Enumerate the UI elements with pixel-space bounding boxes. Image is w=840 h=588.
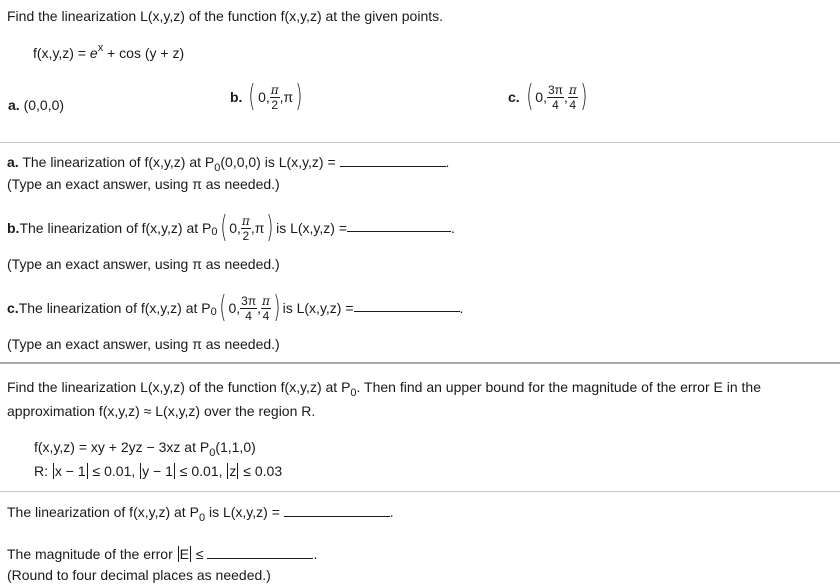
- pi-over-2-fraction: [270, 84, 280, 111]
- region-z-bound: ≤ 0.03: [239, 463, 283, 479]
- frac-den: 4: [552, 97, 559, 112]
- frac-den: 2: [242, 228, 250, 243]
- linearization-text-after: is L(x,y,z) =: [205, 504, 284, 520]
- pi-over-4-fraction: [261, 295, 271, 322]
- frac-num: π: [262, 293, 270, 308]
- left-paren: (: [219, 210, 227, 245]
- linearization-answer-input[interactable]: [284, 502, 390, 517]
- pi-over-2-fraction: [241, 215, 251, 242]
- problem2-function: [34, 439, 256, 459]
- part-b-lead: 0,: [229, 220, 241, 236]
- frac-den: 4: [262, 308, 270, 323]
- subscript: 0: [350, 387, 357, 399]
- part-b-text-after: is L(x,y,z) =: [276, 220, 348, 236]
- frac-num: 3π: [547, 82, 563, 97]
- region-y-bound: ≤ 0.01,: [175, 463, 227, 479]
- right-paren: ): [273, 290, 281, 325]
- part-b-question: b.The linearization of f(x,y,z) at P0( 0, $\frac{\pi}{2}$ ,π)is L(x,y,z) = .: [7, 210, 455, 245]
- right-paren: ): [580, 79, 588, 114]
- error-text: The magnitude of the error: [7, 546, 177, 562]
- point-b-label: b.: [230, 89, 243, 105]
- region-z: z: [229, 463, 237, 479]
- frac-den: 4: [245, 308, 252, 323]
- intro-text-after: . Then find an upper bound for the magnitude of the error E in the: [356, 379, 761, 395]
- part-a-text-after: (0,0,0) is L(x,y,z) =: [220, 154, 340, 170]
- point-c: c. ( 0, $\frac{3\pi}{4}$ , $\frac{\pi}{4}$ ): [508, 79, 588, 114]
- point-b: [230, 79, 305, 114]
- point-b-tail: ,π: [279, 89, 294, 105]
- part-a-label: a.: [7, 154, 19, 170]
- region-y: y − 1: [142, 463, 173, 479]
- frac-num: π: [270, 82, 279, 97]
- problem2-error-hint: (Round to four decimal places as needed.): [7, 567, 271, 583]
- 3pi-over-4-fraction: [547, 84, 564, 111]
- function-rest: + cos (y + z): [103, 45, 185, 61]
- frac-den: 4: [569, 97, 577, 112]
- point-a-label: a.: [8, 97, 20, 113]
- section-divider: [0, 491, 840, 492]
- function-text: f(x,y,z) = xy + 2yz − 3xz at P: [34, 439, 210, 455]
- part-a-question: a. The linearization of f(x,y,z) at $P_0(0,0,0)$ is L(x,y,z) = .: [7, 154, 450, 174]
- error-text-after: ≤: [192, 546, 208, 562]
- frac-num: 3π: [241, 293, 257, 308]
- point-c-label: c.: [508, 89, 520, 105]
- frac-num: π: [241, 213, 250, 228]
- part-c-question: c.The linearization of f(x,y,z) at P0( 0, $\frac{3\pi}{4}$ , $\frac{\pi}{4}$ )is L(x,y,z) = .: [7, 290, 464, 325]
- part-a-answer-input[interactable]: [340, 152, 446, 167]
- problem1-instructions: Find the linearization L(x,y,z) of the function f(x,y,z) at the given points.: [7, 8, 444, 24]
- problem2-instructions-line1: [7, 379, 761, 399]
- point-c-lead: 0,: [535, 89, 547, 105]
- function-lhs: f(x,y,z) =: [33, 45, 90, 61]
- problem2-error-question: The magnitude of the error E ≤ .: [7, 546, 318, 562]
- function-point: (1,1,0): [215, 439, 256, 455]
- point-a: [8, 97, 64, 113]
- point-b-lead: 0,: [258, 89, 270, 105]
- part-c-text: The linearization of f(x,y,z) at P: [18, 300, 211, 316]
- region-x: x − 1: [54, 463, 86, 479]
- right-paren: ): [266, 210, 274, 245]
- function-exponent: x: [97, 42, 104, 54]
- part-c-answer-input[interactable]: [354, 297, 460, 312]
- part-c-text-after: is L(x,y,z) =: [282, 300, 354, 316]
- error-variable: E: [179, 546, 189, 562]
- part-c-lead: 0,: [228, 300, 241, 316]
- part-b-text: The linearization of f(x,y,z) at P: [19, 220, 212, 236]
- subscript: 0: [214, 162, 221, 174]
- part-b-label: b.: [7, 220, 20, 236]
- section-divider: [0, 142, 840, 143]
- right-paren: ): [295, 79, 303, 114]
- 3pi-over-4-fraction: [240, 295, 257, 322]
- part-c-hint: (Type an exact answer, using π as needed.): [7, 336, 280, 352]
- region-label: R:: [34, 463, 52, 479]
- part-c-label: c.: [7, 300, 19, 316]
- linearization-text: The linearization of f(x,y,z) at P: [7, 504, 199, 520]
- part-b-hint: (Type an exact answer, using π as needed.): [7, 256, 280, 272]
- subscript: 0: [198, 512, 206, 524]
- pi-over-4-fraction: [568, 84, 578, 111]
- problem2-linearization-question: The linearization of f(x,y,z) at $P_0$ is L(x,y,z) = .: [7, 504, 394, 524]
- error-answer-input[interactable]: [207, 544, 313, 559]
- problem1-function: [33, 42, 185, 61]
- point-a-value: (0,0,0): [23, 97, 65, 113]
- left-paren: (: [248, 79, 256, 114]
- intro-text: Find the linearization L(x,y,z) of the function f(x,y,z) at P: [7, 379, 351, 395]
- part-b-answer-input[interactable]: [347, 217, 451, 232]
- region-x-bound: ≤ 0.01,: [88, 463, 140, 479]
- problem2-region: [34, 463, 282, 479]
- subscript: 0: [210, 306, 217, 318]
- left-paren: (: [219, 290, 227, 325]
- function-e: e: [89, 45, 98, 61]
- left-paren: (: [525, 79, 533, 114]
- frac-den: 2: [271, 97, 279, 112]
- problem-divider: [0, 362, 840, 364]
- part-b-tail: ,π: [250, 220, 265, 236]
- subscript: 0: [211, 226, 218, 238]
- part-a-text: The linearization of f(x,y,z) at P: [18, 154, 215, 170]
- problem2-instructions-line2: approximation f(x,y,z) ≈ L(x,y,z) over the region R.: [7, 403, 316, 419]
- frac-num: π: [568, 82, 577, 97]
- subscript: 0: [209, 447, 216, 459]
- part-a-hint: (Type an exact answer, using π as needed.): [7, 176, 280, 192]
